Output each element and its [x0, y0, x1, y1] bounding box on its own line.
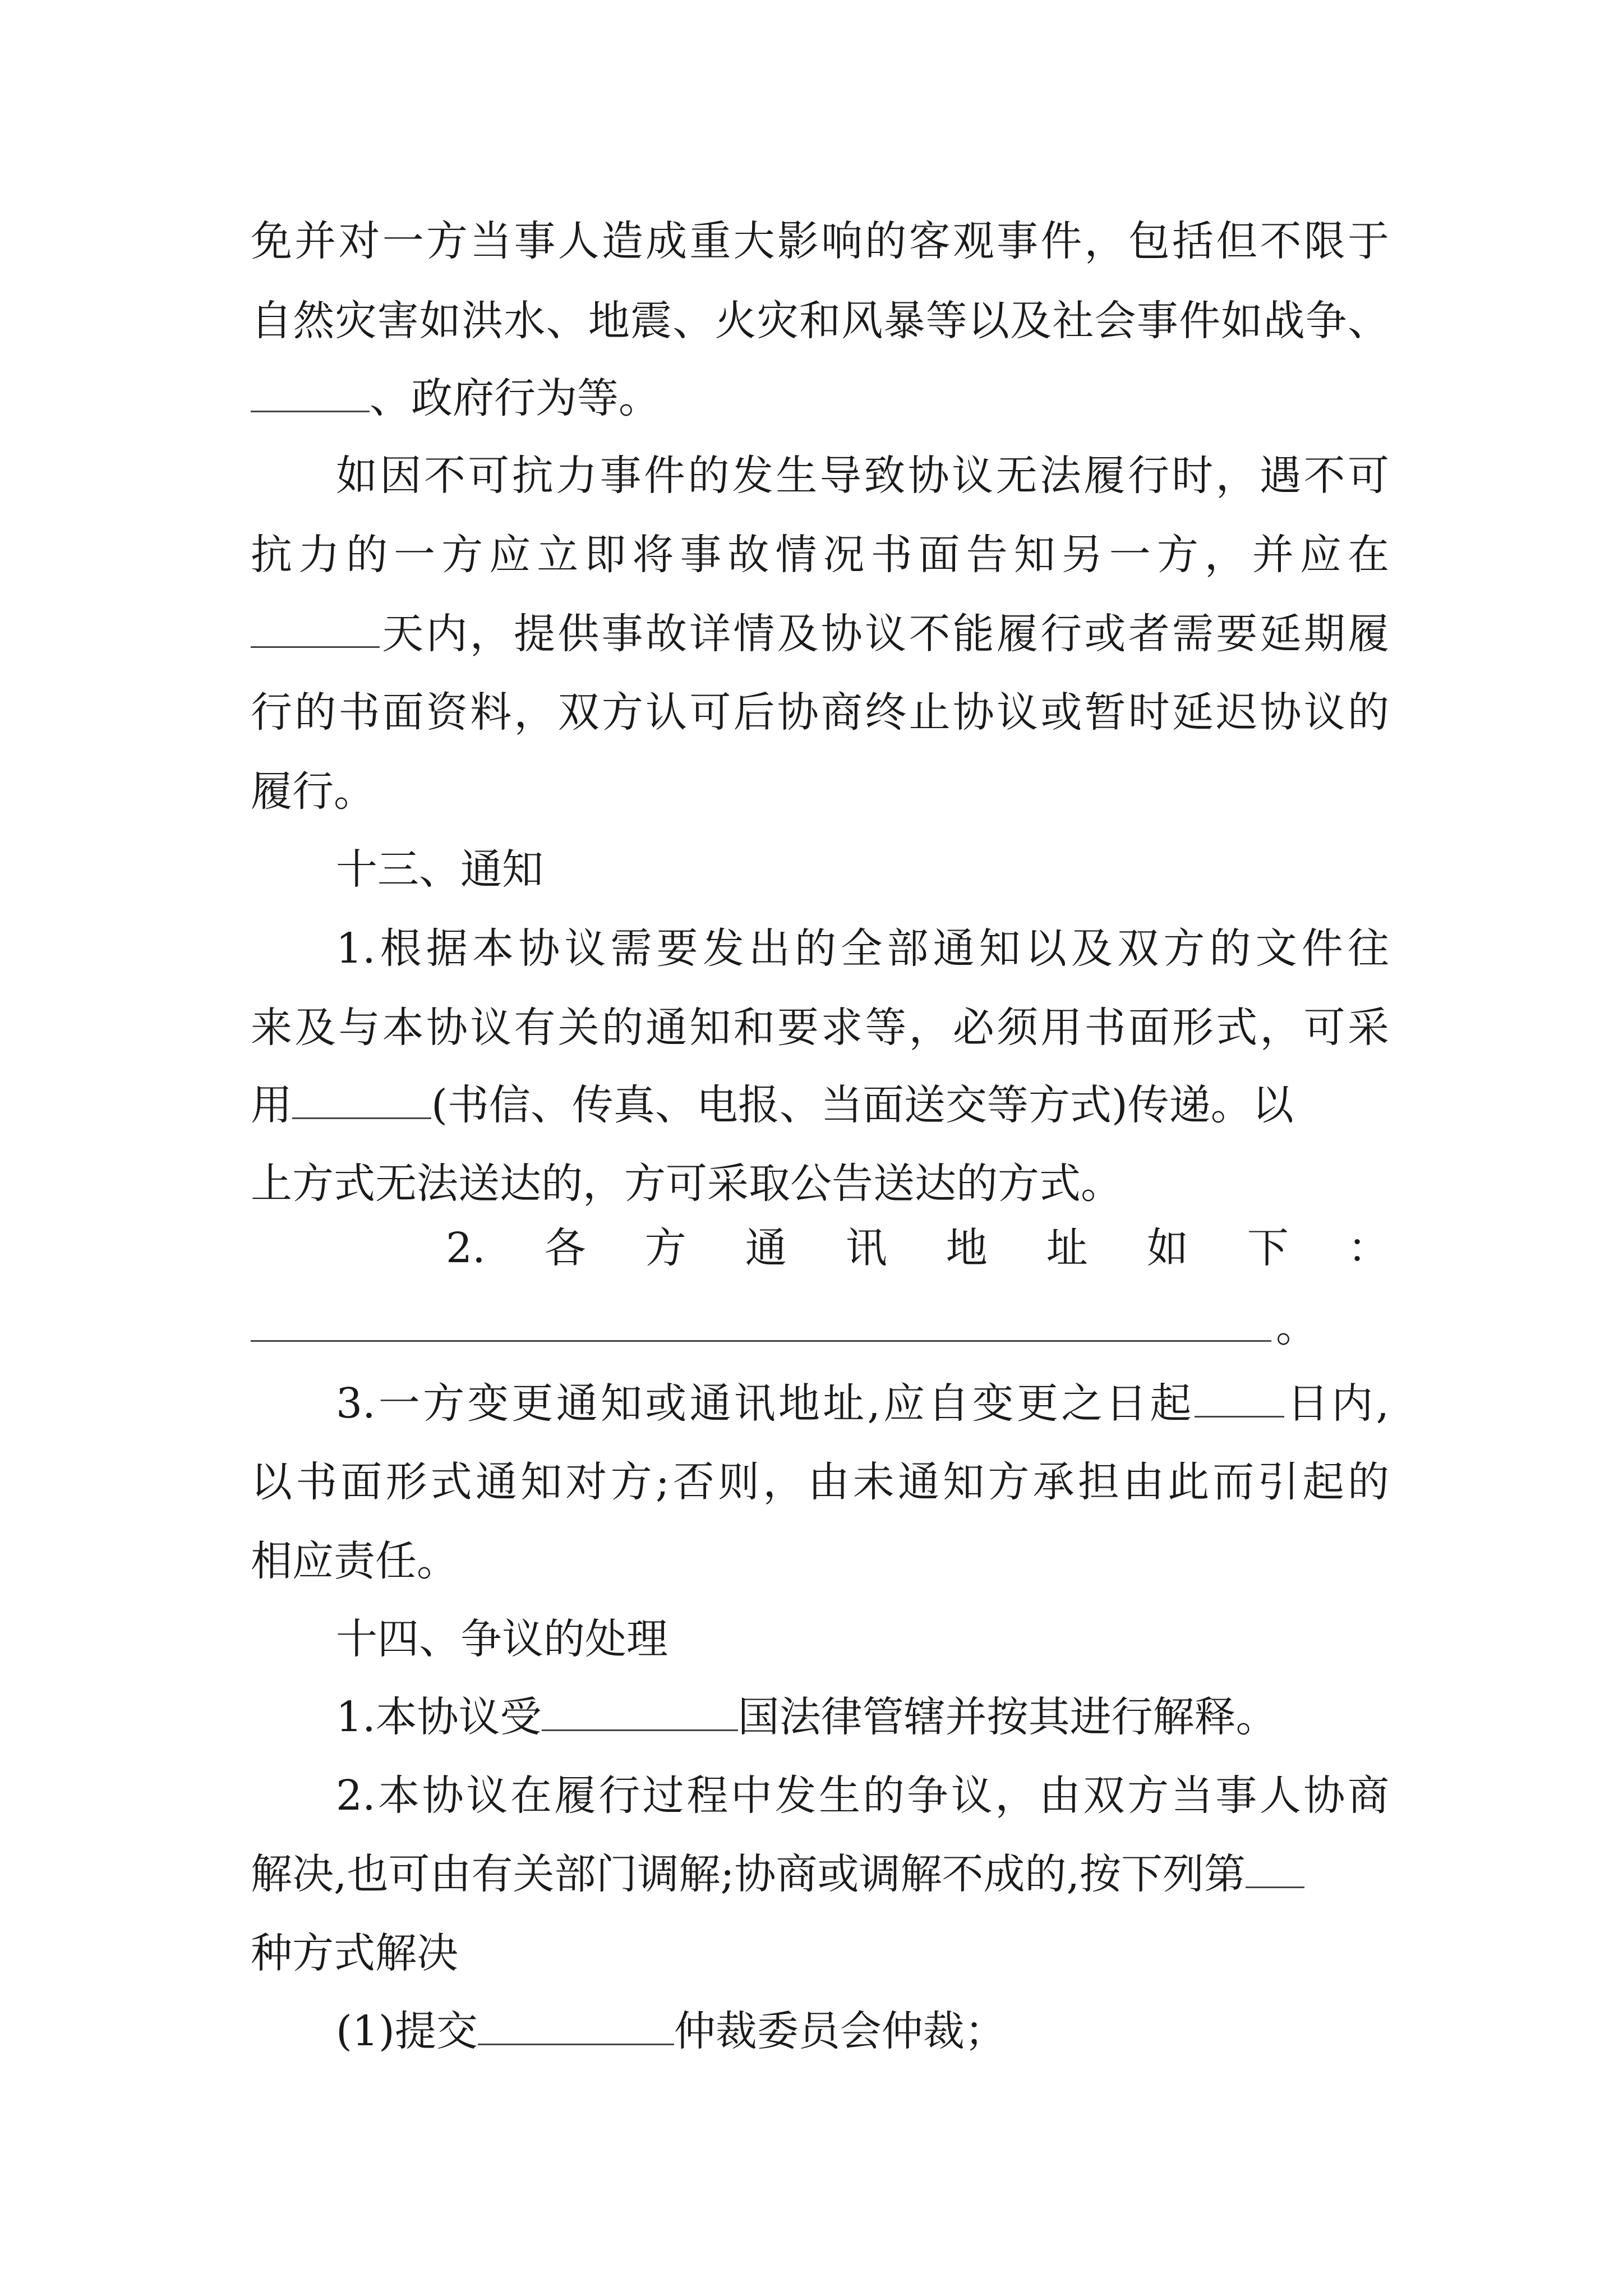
notice-item-3-line-3: 相应责任。	[251, 1537, 458, 1585]
paragraph-force-majeure-line-2: 自然灾害如洪水、地震、火灾和风暴等以及社会事件如战争、	[251, 297, 1389, 345]
notice-item-1-line-2: 来及与本协议有关的通知和要求等，必须用书面形式，可采	[251, 1004, 1389, 1052]
spaced-char: 讯	[845, 1224, 887, 1272]
notice-item-3-line-2: 以书面形式通知对方;否则，由未通知方承担由此而引起的	[251, 1458, 1389, 1506]
text-fragment: 1.本协议受	[336, 1693, 542, 1741]
text-fragment: 3.一方变更通知或通讯地址,应自变更之日起	[336, 1379, 1195, 1428]
dispute-item-2-line-3: 种方式解决	[251, 1929, 458, 1977]
dispute-item-2-line-1: 2.本协议在履行过程中发生的争议，由双方当事人协商	[336, 1772, 1389, 1820]
text-fragment: 用	[251, 1081, 292, 1129]
fill-in-blank[interactable]	[251, 374, 370, 412]
dispute-item-3	[336, 2004, 1389, 2058]
fill-in-blank[interactable]	[1195, 1379, 1284, 1418]
address-fill-in-blank[interactable]	[251, 1340, 1271, 1342]
spaced-char: 如	[1146, 1224, 1188, 1272]
text-fragment: 天内，提供事故详情及协议不能履行或者需要延期履	[380, 610, 1389, 658]
paragraph-force-majeure-line-3	[251, 371, 1389, 425]
text-fragment: (1)提交	[336, 2007, 478, 2055]
text-fragment: (书信、传真、电报、当面送交等方式)传递。以	[431, 1081, 1294, 1129]
dispute-item-2-line-2	[251, 1847, 1389, 1901]
notice-item-1-line-1: 1.根据本协议需要发出的全部通知以及双方的文件往	[336, 924, 1389, 973]
fill-in-blank[interactable]	[542, 1692, 738, 1731]
fill-in-blank[interactable]	[1246, 1849, 1304, 1888]
spaced-char: 下	[1247, 1224, 1289, 1272]
fill-in-blank[interactable]	[292, 1080, 431, 1119]
paragraph-force-majeure-line-1: 免并对一方当事人造成重大影响的客观事件，包括但不限于	[251, 217, 1389, 265]
paragraph-notice-line-4: 行的书面资料，双方认可后协商终止协议或暂时延迟协议的	[251, 688, 1389, 737]
notice-item-3-line-1	[336, 1377, 1389, 1430]
dispute-item-1	[336, 1690, 1389, 1744]
text-fragment: 、政府行为等。	[370, 374, 660, 422]
text-fragment: 解决,也可由有关部门调解;协商或调解不成的,按下列第	[251, 1850, 1246, 1898]
text-fragment: 国法律管辖并按其进行解释。	[737, 1693, 1278, 1741]
spaced-char: 址	[1046, 1224, 1088, 1272]
notice-item-1-line-3	[251, 1078, 1389, 1132]
paragraph-notice-line-1: 如因不可抗力事件的发生导致协议无法履行时，遇不可	[336, 452, 1389, 500]
notice-item-2-address-heading	[446, 1221, 1389, 1275]
notice-item-1-line-4: 上方式无法送达的，方可采取公告送达的方式。	[251, 1159, 1122, 1208]
section-heading-dispute: 十四、争议的处理	[336, 1615, 668, 1663]
paragraph-notice-line-2: 抗力的一方应立即将事故情况书面告知另一方，并应在	[251, 531, 1389, 579]
paragraph-notice-line-3	[251, 607, 1389, 661]
section-heading-notice: 十三、通知	[336, 845, 543, 894]
spaced-char: 各	[544, 1224, 586, 1272]
spaced-char: 地	[946, 1224, 988, 1272]
text-fragment: 日内,	[1284, 1379, 1389, 1428]
text-fragment: 仲裁委员会仲裁；	[674, 2007, 1006, 2055]
address-end-period: 。	[1276, 1303, 1317, 1351]
spaced-char: 通	[745, 1224, 787, 1272]
spaced-char: ：	[1347, 1224, 1389, 1272]
fill-in-blank[interactable]	[478, 2007, 674, 2045]
fill-in-blank[interactable]	[251, 609, 380, 648]
spaced-char: 2.	[446, 1224, 486, 1272]
paragraph-notice-line-5: 履行。	[251, 767, 375, 816]
spaced-char: 方	[644, 1224, 686, 1272]
